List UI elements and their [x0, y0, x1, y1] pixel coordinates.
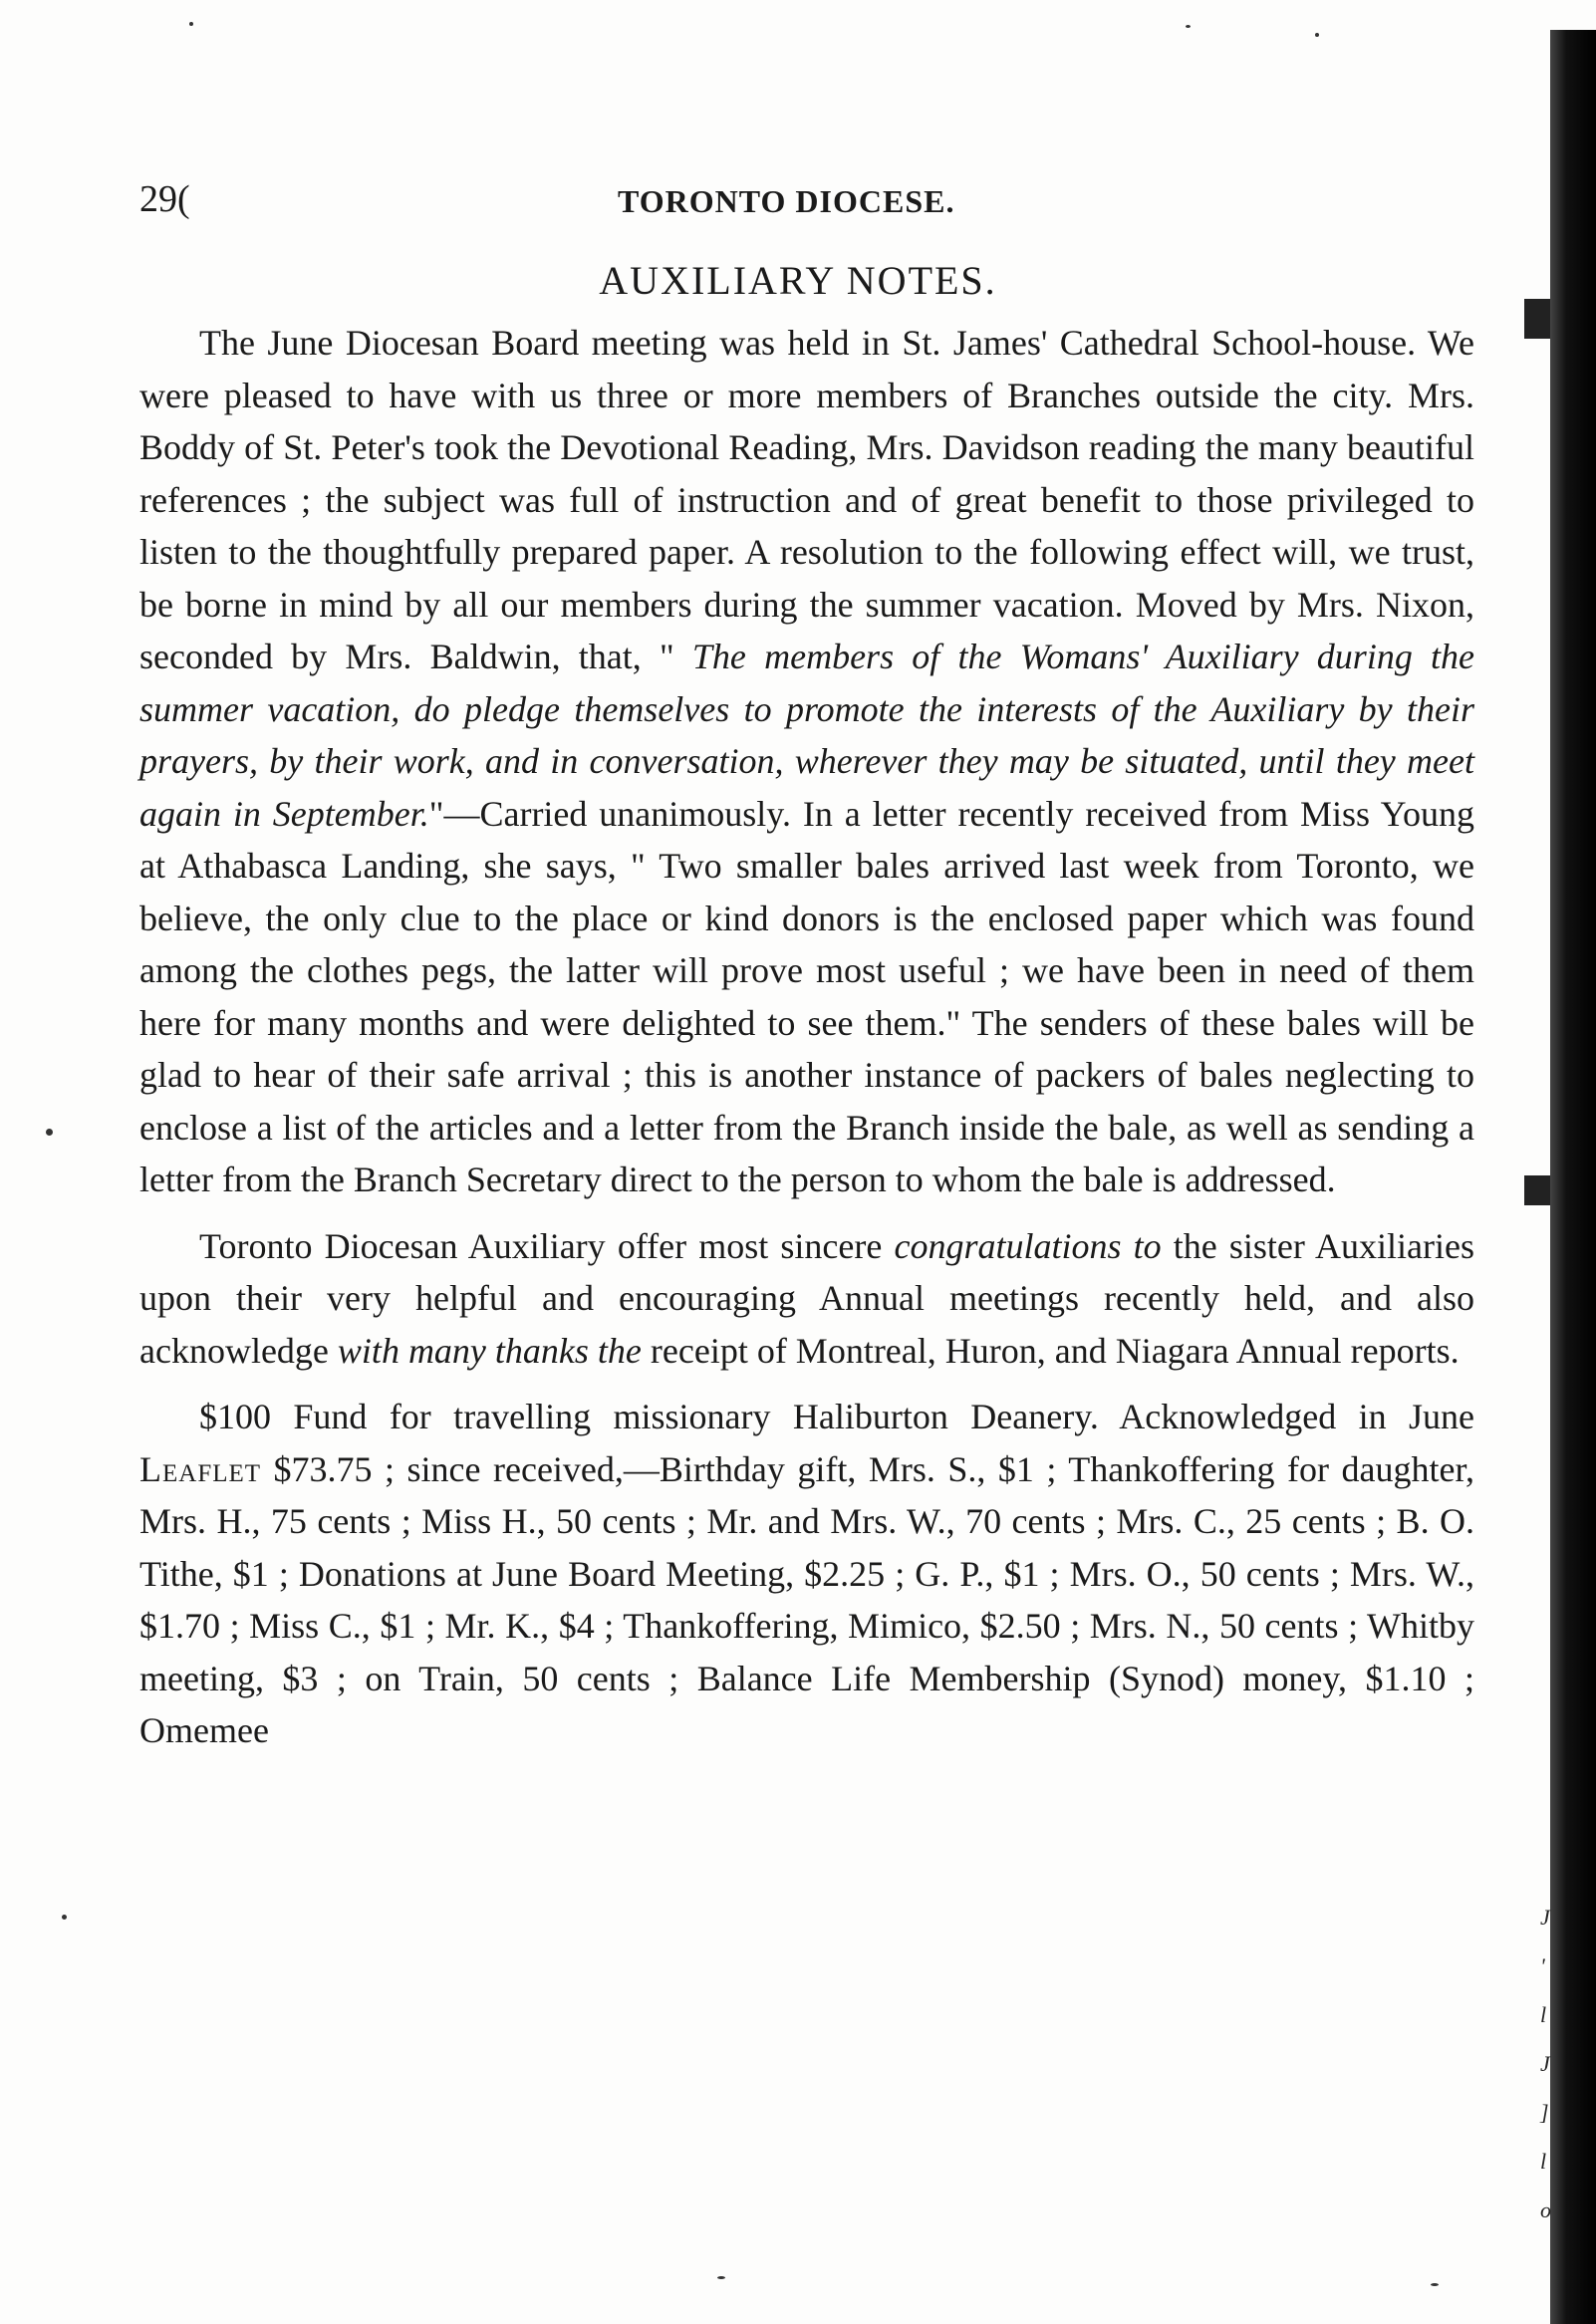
paragraph-congratulations — [139, 1220, 1474, 1378]
paragraph-text: receipt of Montreal, Huron, and Niagara Annual reports. — [641, 1330, 1460, 1371]
margin-glyphs — [1540, 1893, 1552, 2234]
scan-speck — [1431, 2283, 1439, 2286]
scan-speck — [1186, 25, 1191, 28]
italic-text: congratulations to — [894, 1225, 1162, 1266]
paragraph-text: $73.75 ; since received,—Birthday gift, Mrs. S., $1 ; Thankoffering for daughter, Mrs. H., 75 cents ; Miss H., 50 cents ; Mr. and Mrs. W., 70 cents ; Mrs. C., 25 cents ; B. O. Tithe, $1 ; Donations at June Board Meeting, $2.25 ; G. P., $1 ; Mrs. O., 50 cents ; Mrs. W., $1.70 ; Miss C., $1 ; Mr. K., $4 ; Thankoffering, Mimico, $2.50 ; Mrs. N., 50 cents ; Whitby meeting, $3 ; on Train, 50 cents ; Balance Life Membership (Synod) money, $1.10 ; Omemee — [139, 1448, 1474, 1750]
paragraph-text: the sister Auxiliaries upon their very helpful and encouraging Annual meetings recently held, and also acknowledge — [139, 1225, 1475, 1371]
binding-notch — [1524, 1175, 1550, 1205]
margin-glyph: J — [1540, 1905, 1550, 1930]
running-head: TORONTO DIOCESE. — [618, 183, 955, 219]
page-header — [139, 177, 1474, 227]
margin-glyph: ] — [1540, 2100, 1549, 2125]
paragraph-text: Toronto Diocesan Auxiliary offer most sincere — [199, 1225, 895, 1266]
scan-speck — [189, 22, 193, 26]
scan-speck — [46, 1129, 53, 1136]
page-binding-edge — [1550, 30, 1596, 2324]
paragraph-text: $100 Fund for travelling missionary Haliburton Deanery. Acknowledged in June — [199, 1397, 1474, 1436]
paragraph-text: "—Carried unanimously. In a letter recently received from Miss Young at Athabasca Landing, she says, " Two smaller bales arrived last week from Toronto, we believe, the only clue to the place or kind donors is the enclosed paper which was found among the clothes pegs, the latter will prove most useful ; we have been in need of them here for many months and were delighted to see them." The senders of these bales will be glad to hear of their safe arrival ; this is another instance of packers of bales neglecting to enclose a list of the articles and a letter from the Branch inside the bale, as well as sending a letter from the Branch Secretary direct to the person to whom the bale is addressed. — [139, 793, 1474, 1199]
margin-glyph: l — [1540, 2002, 1547, 2027]
paragraph-board-meeting — [139, 317, 1474, 1206]
leaflet-title: Leaflet — [139, 1448, 262, 1489]
margin-glyph: J — [1540, 2051, 1550, 2076]
resolution-text: The members of the Womans' Auxiliary during the summer vacation, do pledge themselves to promote the interests of the Auxiliary by their prayers, by their work, and in conversation, wherever they may be situated, until they meet again in September. — [139, 637, 1475, 834]
binding-notch — [1524, 299, 1550, 339]
page-number: 29( — [139, 178, 190, 220]
scan-speck — [62, 1915, 67, 1920]
italic-text: with many thanks the — [337, 1330, 642, 1371]
section-title: AUXILIARY NOTES. — [599, 258, 997, 303]
paragraph-text: The June Diocesan Board meeting was held in St. James' Cathedral School-house. We were pleased to have with us three or more members of Branches outside the city. Mrs. Boddy of St. Peter's took the Devotional Reading, Mrs. Davidson reading the many beautiful references ; the subject was full of instruction and of great benefit to those privileged to listen to the thoughtfully prepared paper. A resolution to the following effect will, we trust, be borne in mind by all our members during the summer vacation. Moved by Mrs. Nixon, seconded by Mrs. Baldwin, that, " — [139, 323, 1474, 676]
scan-speck — [717, 2276, 725, 2279]
margin-glyph: ' — [1540, 1953, 1545, 1978]
paragraph-fund-acknowledgements — [139, 1391, 1474, 1757]
margin-glyph: l — [1540, 2149, 1547, 2174]
article-body — [139, 317, 1474, 1757]
margin-glyph: o — [1540, 2197, 1551, 2222]
scan-speck — [1315, 33, 1319, 37]
